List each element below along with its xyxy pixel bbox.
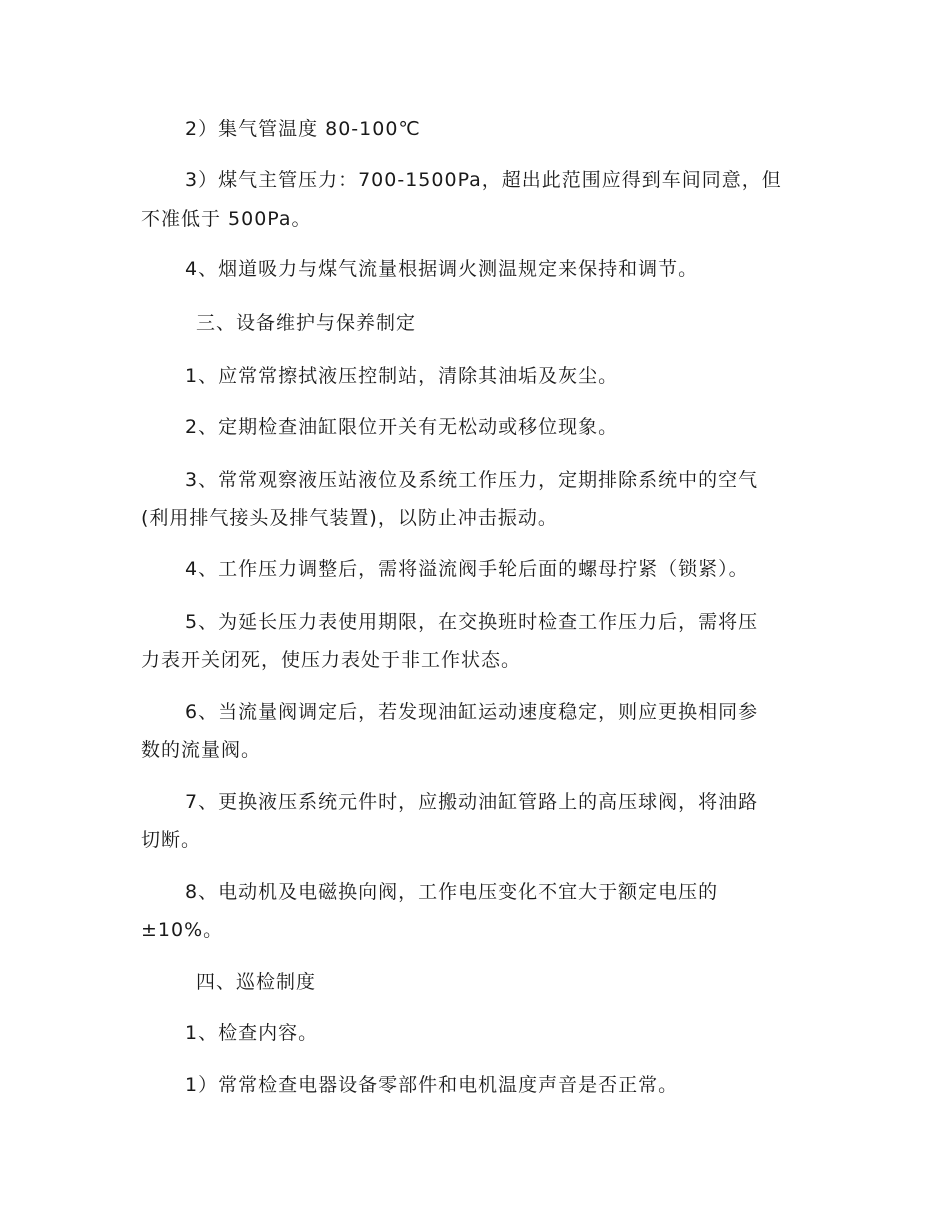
paragraph-line: 5、为延长压力表使用期限，在交换班时检查工作压力后，需将压 — [185, 611, 759, 633]
section-heading: 四、巡检制度 — [196, 971, 317, 993]
paragraph-line: 切断。 — [141, 829, 202, 851]
paragraph-line: 3、常常观察液压站液位及系统工作压力，定期排除系统中的空气 — [185, 469, 759, 491]
paragraph-line: 7、更换液压系统元件时，应搬动油缸管路上的高压球阀，将油路 — [185, 791, 759, 813]
section-heading: 三、设备维护与保养制定 — [196, 312, 417, 334]
paragraph-line: 力表开关闭死，使压力表处于非工作状态。 — [141, 649, 522, 671]
paragraph-line: 3）煤气主管压力：700-1500Pa，超出此范围应得到车间同意，但 — [185, 169, 782, 191]
paragraph-line: 2）集气管温度 80-100℃ — [185, 118, 421, 140]
paragraph-line: 不准低于 500Pa。 — [141, 208, 312, 230]
paragraph-line: 1）常常检查电器设备零部件和电机温度声音是否正常。 — [185, 1074, 679, 1096]
paragraph-line: 1、检查内容。 — [185, 1022, 319, 1044]
paragraph-line: 数的流量阀。 — [141, 739, 262, 761]
paragraph-line: (利用排气接头及排气装置)，以防止冲击振动。 — [141, 507, 558, 529]
paragraph-line: 6、当流量阀调定后，若发现油缸运动速度稳定，则应更换相同参 — [185, 701, 759, 723]
paragraph-line: 2、定期检查油缸限位开关有无松动或移位现象。 — [185, 416, 619, 438]
paragraph-line: ±10%。 — [141, 919, 224, 941]
paragraph-line: 4、工作压力调整后，需将溢流阀手轮后面的螺母拧紧（锁紧）。 — [185, 558, 749, 580]
paragraph-line: 4、烟道吸力与煤气流量根据调火测温规定来保持和调节。 — [185, 258, 699, 280]
paragraph-line: 8、电动机及电磁换向阀，工作电压变化不宜大于额定电压的 — [185, 881, 719, 903]
paragraph-line: 1、应常常擦拭液压控制站，清除其油垢及灰尘。 — [185, 365, 619, 387]
